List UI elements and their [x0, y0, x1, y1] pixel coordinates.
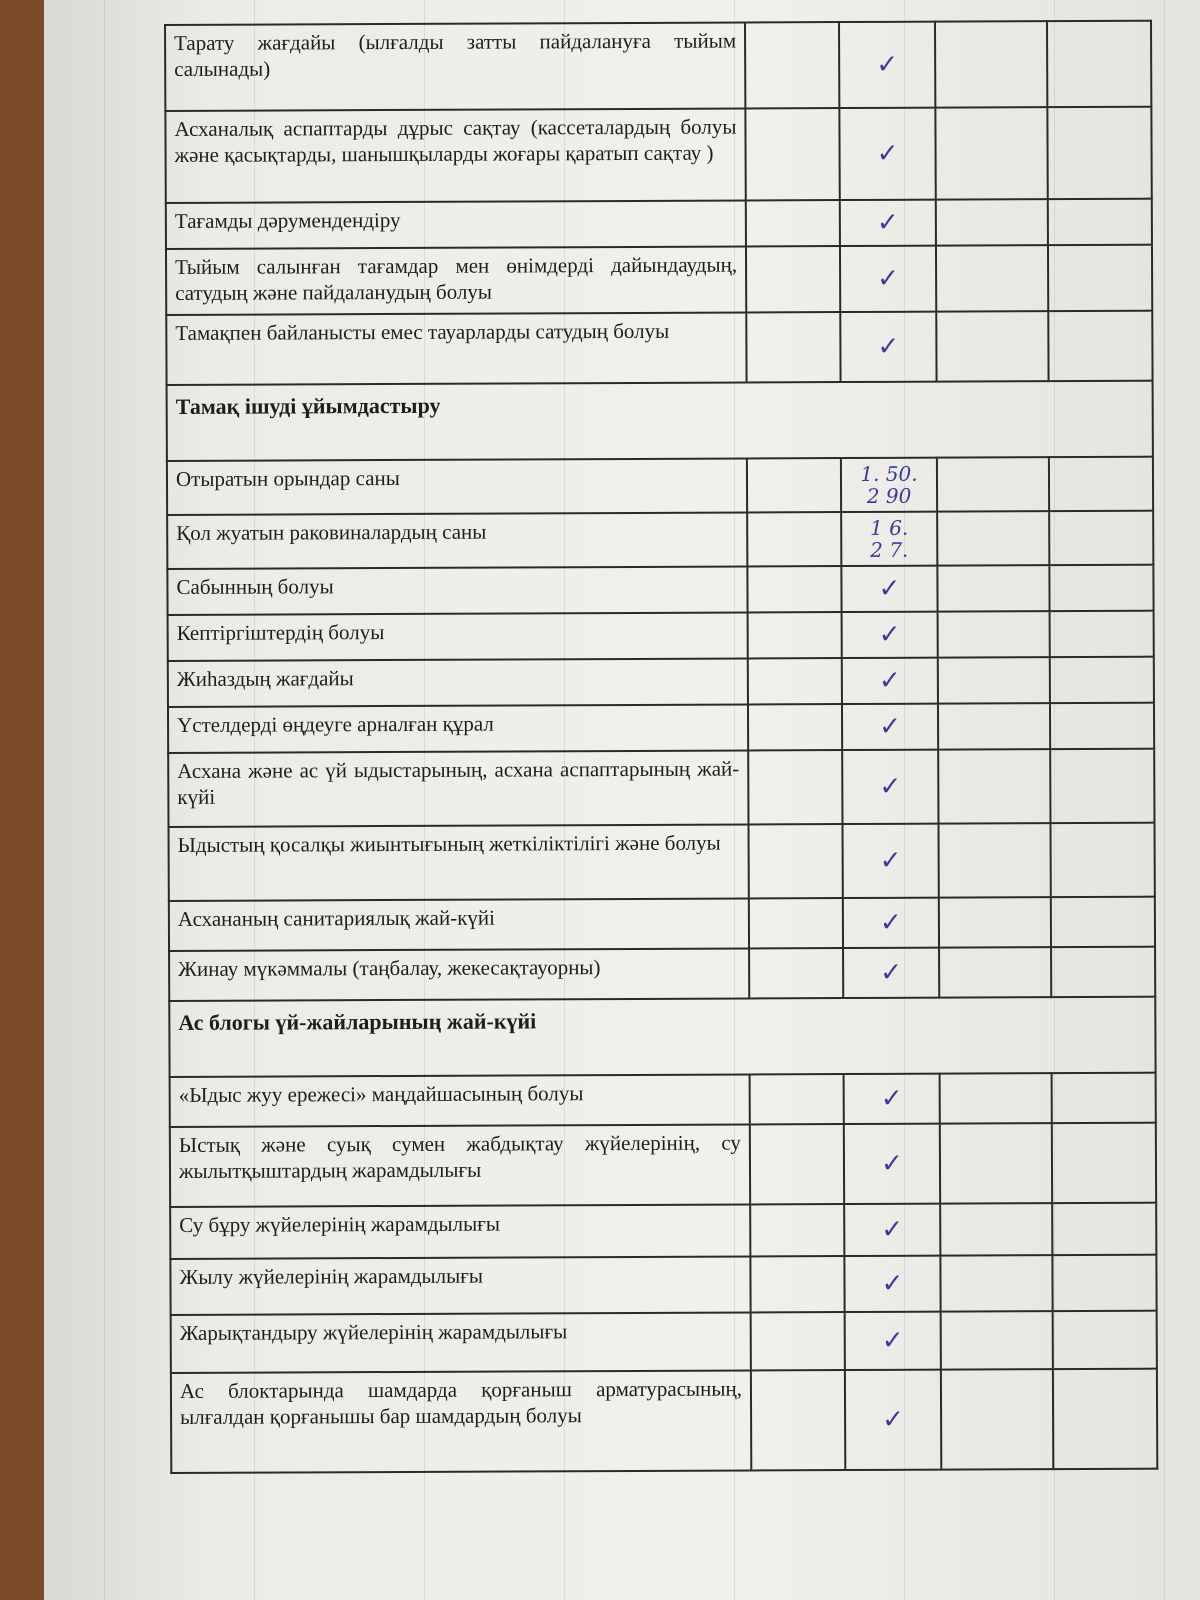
empty-cell — [936, 199, 1048, 245]
table-row — [168, 703, 1154, 753]
table-row — [165, 21, 1151, 111]
empty-cell — [748, 750, 842, 824]
row-label: Асханалық аспаптарды дұрыс сақтау (кассеталардың болуы және қасықтарды, шанышқыларды жоғары қаратып сақтау ) — [165, 108, 745, 203]
table-row — [168, 657, 1154, 707]
row-label: Үстелдерді өңдеуге арналған құрал — [168, 704, 748, 753]
row-label: Жиһаздың жағдайы — [168, 658, 748, 707]
table-row — [165, 107, 1151, 203]
empty-cell — [938, 611, 1050, 657]
table-row — [166, 245, 1152, 315]
row-label: Кептіргіштердің болуы — [168, 612, 748, 661]
empty-cell — [745, 22, 839, 108]
empty-cell — [751, 1312, 845, 1370]
empty-cell — [746, 200, 840, 246]
section-title: Тамақ ішуді ұйымдастыру — [167, 381, 1153, 461]
table-row — [167, 457, 1153, 515]
section-title: Ас блогы үй-жайларының жай-күйі — [169, 997, 1155, 1077]
table-row — [170, 1255, 1156, 1315]
check-mark-icon: ✓ — [844, 1074, 940, 1124]
empty-cell — [746, 312, 840, 382]
table-row — [170, 1203, 1156, 1259]
empty-cell — [937, 565, 1049, 611]
check-mark-icon: ✓ — [840, 312, 936, 382]
row-label: Ас блоктарында шамдарда қорғаныш арматурасының, ылғалдан қорғанышы бар шамдардың болуы — [171, 1370, 751, 1473]
empty-cell — [937, 457, 1049, 511]
table-row — [170, 1123, 1156, 1207]
row-label: Сабынның болуы — [167, 566, 747, 615]
empty-cell — [747, 566, 841, 612]
empty-cell — [940, 1255, 1052, 1311]
checklist-table — [164, 20, 1158, 1474]
empty-cell — [940, 1123, 1052, 1203]
empty-cell — [938, 703, 1050, 749]
empty-cell — [1052, 1073, 1156, 1123]
empty-cell — [939, 947, 1051, 997]
empty-cell — [749, 898, 843, 948]
empty-cell — [935, 21, 1047, 107]
empty-cell — [1049, 511, 1153, 565]
table-row — [168, 611, 1154, 661]
table-row — [171, 1369, 1157, 1473]
section-row — [169, 997, 1155, 1077]
empty-cell — [750, 1256, 844, 1312]
check-mark-icon: ✓ — [843, 948, 939, 998]
empty-cell — [938, 657, 1050, 703]
empty-cell — [1048, 245, 1152, 311]
row-label: Жылу жүйелерінің жарамдылығы — [170, 1256, 750, 1315]
empty-cell — [938, 823, 1050, 897]
empty-cell — [747, 458, 841, 512]
row-label: Тыйым салынған тағамдар мен өнімдерді дайындаудың, сатудың және пайдаланудың болуы — [166, 246, 746, 315]
check-mark-icon: ✓ — [839, 22, 935, 108]
table-row — [168, 749, 1154, 827]
empty-cell — [937, 511, 1049, 565]
row-label: Тарату жағдайы (ылғалды затты пайдалануға тыйым салынады) — [165, 22, 745, 111]
table-row — [166, 311, 1152, 385]
check-mark-icon: ✓ — [845, 1312, 941, 1370]
section-row — [167, 381, 1153, 461]
check-mark-icon: ✓ — [842, 658, 938, 704]
check-mark-icon: ✓ — [844, 1256, 940, 1312]
empty-cell — [751, 1370, 845, 1470]
empty-cell — [1051, 947, 1155, 997]
table-row — [169, 897, 1155, 951]
empty-cell — [749, 948, 843, 998]
table-row — [167, 565, 1153, 615]
check-mark-icon: ✓ — [842, 612, 938, 658]
empty-cell — [1047, 21, 1151, 107]
row-label: Отыратын орындар саны — [167, 458, 747, 515]
check-mark-icon: ✓ — [842, 704, 938, 750]
row-label: «Ыдыс жуу ережесі» маңдайшасының болуы — [170, 1074, 750, 1127]
table-row — [169, 947, 1155, 1001]
empty-cell — [1050, 703, 1154, 749]
row-label: Асхана және ас үй ыдыстарының, асхана аспаптарының жай-күйі — [168, 750, 748, 827]
check-mark-icon: ✓ — [842, 824, 938, 898]
check-mark-icon: ✓ — [841, 566, 937, 612]
paper-sheet — [44, 0, 1200, 1600]
empty-cell — [1048, 199, 1152, 245]
table-row — [169, 823, 1155, 901]
empty-cell — [1048, 311, 1152, 381]
empty-cell — [1050, 657, 1154, 703]
empty-cell — [1049, 457, 1153, 511]
empty-cell — [1053, 1311, 1157, 1369]
check-mark-icon: ✓ — [840, 200, 936, 246]
row-label: Тағамды дәрумендендіру — [166, 200, 746, 249]
table-row — [171, 1311, 1157, 1373]
row-label: Асхананың санитариялық жай-күйі — [169, 898, 749, 951]
empty-cell — [1052, 1203, 1156, 1255]
empty-cell — [936, 245, 1048, 311]
empty-cell — [941, 1369, 1053, 1469]
empty-cell — [750, 1124, 844, 1204]
empty-cell — [1050, 749, 1154, 823]
empty-cell — [940, 1203, 1052, 1255]
empty-cell — [745, 108, 839, 200]
empty-cell — [748, 824, 842, 898]
row-label: Ыдыстың қосалқы жиынтығының жеткіліктілігі және болуы — [169, 824, 749, 901]
check-mark-icon: ✓ — [840, 246, 936, 312]
check-mark-icon: ✓ — [844, 1124, 940, 1204]
table-row — [170, 1073, 1156, 1127]
row-label: Қол жуатын раковиналардың саны — [167, 512, 747, 569]
handwritten-value: 1. 50. 2 90 — [841, 458, 937, 512]
empty-cell — [1050, 611, 1154, 657]
handwritten-value: 1 6. 2 7. — [841, 512, 937, 566]
empty-cell — [748, 658, 842, 704]
check-mark-icon: ✓ — [843, 898, 939, 948]
empty-cell — [1052, 1255, 1156, 1311]
row-label: Ыстық және суық сумен жабдықтау жүйелерінің, су жылытқыштардың жарамдылығы — [170, 1124, 750, 1207]
empty-cell — [746, 246, 840, 312]
empty-cell — [1051, 897, 1155, 947]
empty-cell — [938, 749, 1050, 823]
check-mark-icon: ✓ — [842, 750, 938, 824]
table-row — [166, 199, 1152, 249]
check-mark-icon: ✓ — [844, 1204, 940, 1256]
row-label: Тамақпен байланысты емес тауарларды сатудың болуы — [166, 312, 746, 385]
empty-cell — [940, 1073, 1052, 1123]
empty-cell — [747, 512, 841, 566]
empty-cell — [748, 704, 842, 750]
empty-cell — [750, 1204, 844, 1256]
check-mark-icon: ✓ — [839, 108, 935, 200]
empty-cell — [936, 311, 1048, 381]
row-label: Жинау мүкәммалы (таңбалау, жекесақтауорны) — [169, 948, 749, 1001]
check-mark-icon: ✓ — [845, 1370, 941, 1470]
empty-cell — [941, 1311, 1053, 1369]
empty-cell — [935, 107, 1047, 199]
empty-cell — [1049, 565, 1153, 611]
inspection-checklist — [164, 20, 1156, 1474]
empty-cell — [1047, 107, 1151, 199]
empty-cell — [1053, 1369, 1157, 1469]
row-label: Су бұру жүйелерінің жарамдылығы — [170, 1204, 750, 1259]
empty-cell — [1050, 823, 1154, 897]
empty-cell — [939, 897, 1051, 947]
empty-cell — [750, 1074, 844, 1124]
empty-cell — [1052, 1123, 1156, 1203]
table-row — [167, 511, 1153, 569]
row-label: Жарықтандыру жүйелерінің жарамдылығы — [171, 1312, 751, 1373]
empty-cell — [748, 612, 842, 658]
